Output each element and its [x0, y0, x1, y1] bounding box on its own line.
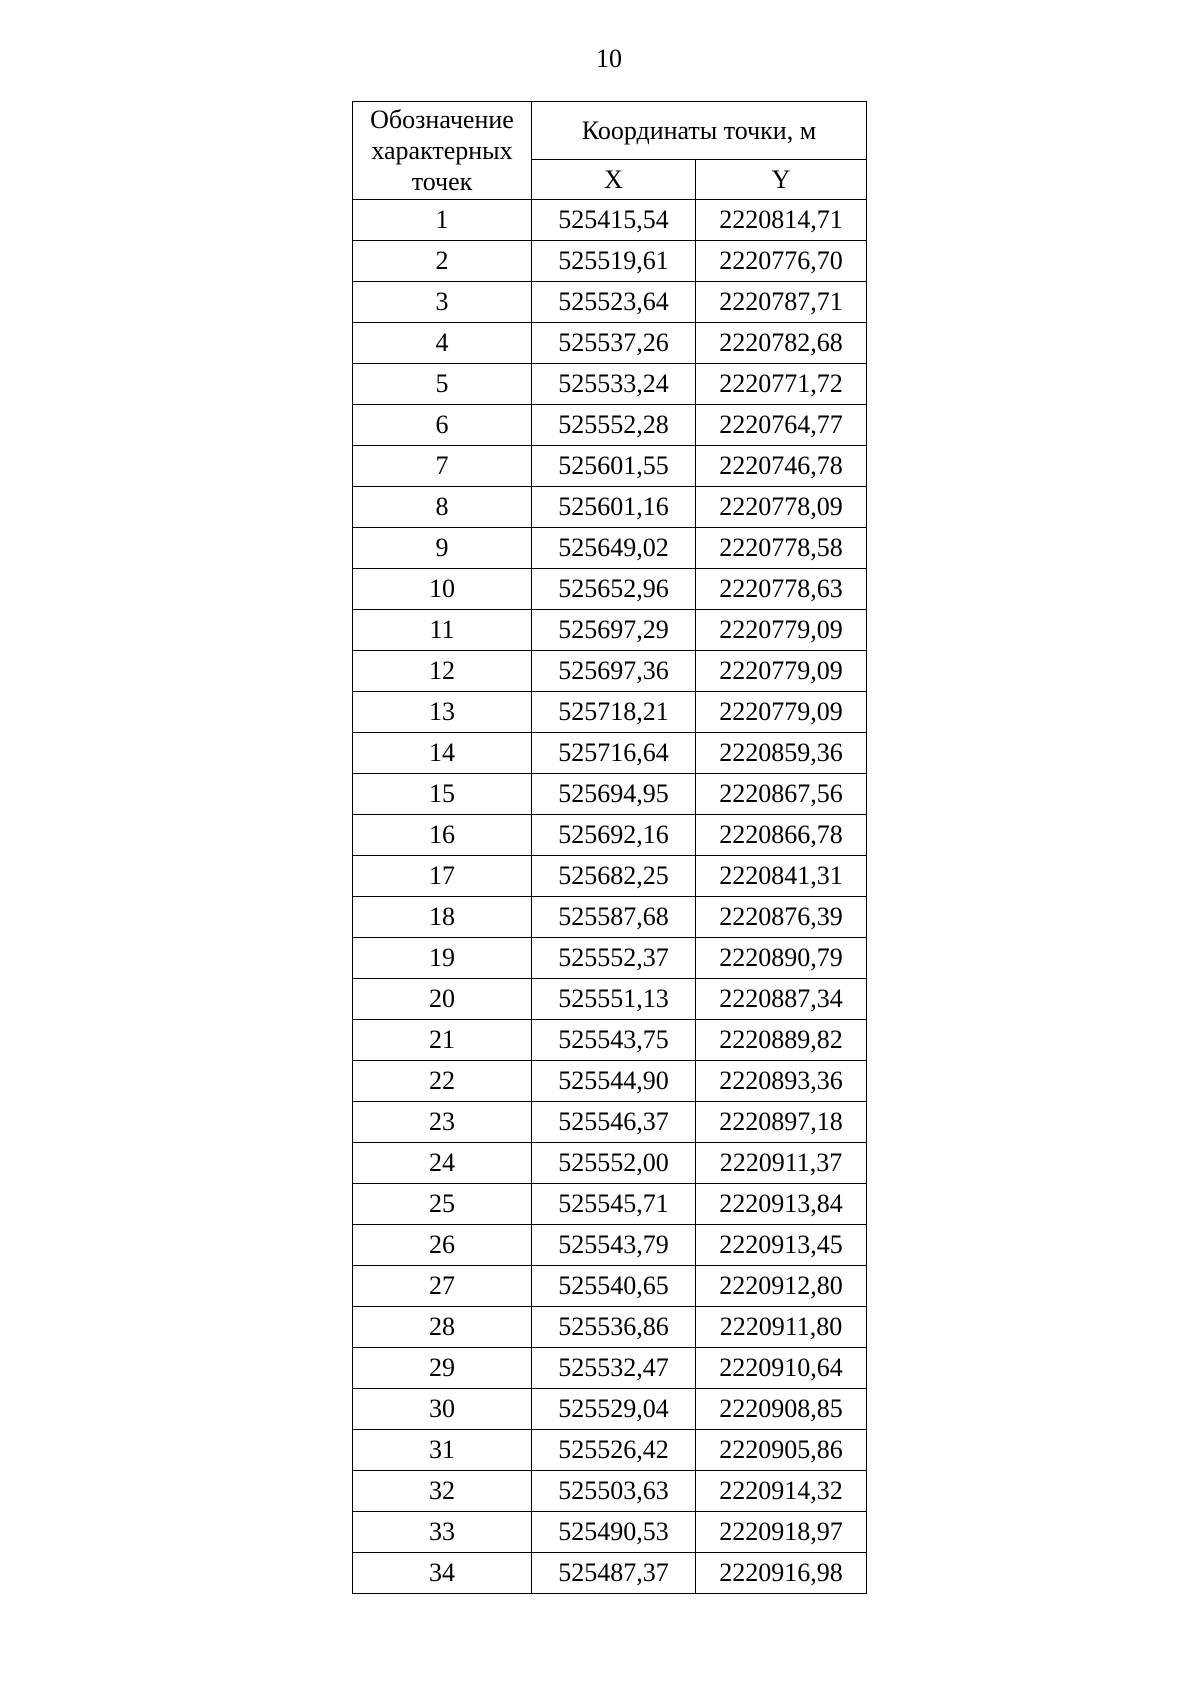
header-point-designation: Обозначение характерных точек — [353, 102, 532, 200]
table-row — [353, 364, 867, 405]
point-number-cell: 16 — [353, 815, 532, 856]
x-coordinate-cell: 525546,37 — [532, 1102, 696, 1143]
point-number-cell: 30 — [353, 1389, 532, 1430]
table-row — [353, 1102, 867, 1143]
x-coordinate-cell: 525551,13 — [532, 979, 696, 1020]
x-coordinate-cell: 525544,90 — [532, 1061, 696, 1102]
point-number-cell: 23 — [353, 1102, 532, 1143]
x-coordinate-cell: 525697,29 — [532, 610, 696, 651]
table-row — [353, 692, 867, 733]
x-coordinate-cell: 525543,79 — [532, 1225, 696, 1266]
x-coordinate-cell: 525543,75 — [532, 1020, 696, 1061]
y-coordinate-cell: 2220776,70 — [696, 241, 867, 282]
header-coordinates: Координаты точки, м — [532, 102, 867, 160]
coordinates-table — [352, 101, 867, 1594]
table-row — [353, 979, 867, 1020]
y-coordinate-cell: 2220913,45 — [696, 1225, 867, 1266]
point-number-cell: 20 — [353, 979, 532, 1020]
x-coordinate-cell: 525552,28 — [532, 405, 696, 446]
y-coordinate-cell: 2220779,09 — [696, 651, 867, 692]
table-row — [353, 610, 867, 651]
table-row — [353, 774, 867, 815]
y-coordinate-cell: 2220764,77 — [696, 405, 867, 446]
y-coordinate-cell: 2220893,36 — [696, 1061, 867, 1102]
point-number-cell: 12 — [353, 651, 532, 692]
x-coordinate-cell: 525587,68 — [532, 897, 696, 938]
point-number-cell: 3 — [353, 282, 532, 323]
table-row — [353, 897, 867, 938]
table-row — [353, 651, 867, 692]
x-coordinate-cell: 525490,53 — [532, 1512, 696, 1553]
x-coordinate-cell: 525716,64 — [532, 733, 696, 774]
x-coordinate-cell: 525545,71 — [532, 1184, 696, 1225]
point-number-cell: 10 — [353, 569, 532, 610]
point-number-cell: 15 — [353, 774, 532, 815]
x-coordinate-cell: 525718,21 — [532, 692, 696, 733]
x-coordinate-cell: 525487,37 — [532, 1553, 696, 1594]
table-row — [353, 528, 867, 569]
point-number-cell: 11 — [353, 610, 532, 651]
table-row — [353, 1184, 867, 1225]
point-number-cell: 25 — [353, 1184, 532, 1225]
y-coordinate-cell: 2220912,80 — [696, 1266, 867, 1307]
table-row — [353, 1430, 867, 1471]
x-coordinate-cell: 525529,04 — [532, 1389, 696, 1430]
x-coordinate-cell: 525503,63 — [532, 1471, 696, 1512]
x-coordinate-cell: 525415,54 — [532, 200, 696, 241]
point-number-cell: 4 — [353, 323, 532, 364]
y-coordinate-cell: 2220889,82 — [696, 1020, 867, 1061]
table-row — [353, 1061, 867, 1102]
point-number-cell: 29 — [353, 1348, 532, 1389]
point-number-cell: 27 — [353, 1266, 532, 1307]
table-row — [353, 323, 867, 364]
y-coordinate-cell: 2220887,34 — [696, 979, 867, 1020]
table-row — [353, 1143, 867, 1184]
point-number-cell: 14 — [353, 733, 532, 774]
y-coordinate-cell: 2220841,31 — [696, 856, 867, 897]
y-coordinate-cell: 2220859,36 — [696, 733, 867, 774]
point-number-cell: 1 — [353, 200, 532, 241]
x-coordinate-cell: 525552,37 — [532, 938, 696, 979]
table-row — [353, 815, 867, 856]
table-row — [353, 487, 867, 528]
table-row — [353, 1553, 867, 1594]
x-coordinate-cell: 525540,65 — [532, 1266, 696, 1307]
table-row — [353, 1512, 867, 1553]
point-number-cell: 13 — [353, 692, 532, 733]
x-coordinate-cell: 525682,25 — [532, 856, 696, 897]
y-coordinate-cell: 2220782,68 — [696, 323, 867, 364]
y-coordinate-cell: 2220916,98 — [696, 1553, 867, 1594]
x-coordinate-cell: 525526,42 — [532, 1430, 696, 1471]
table-row — [353, 1020, 867, 1061]
x-coordinate-cell: 525552,00 — [532, 1143, 696, 1184]
table-row — [353, 1307, 867, 1348]
table-row — [353, 1348, 867, 1389]
y-coordinate-cell: 2220908,85 — [696, 1389, 867, 1430]
y-coordinate-cell: 2220918,97 — [696, 1512, 867, 1553]
y-coordinate-cell: 2220911,37 — [696, 1143, 867, 1184]
point-number-cell: 17 — [353, 856, 532, 897]
point-number-cell: 5 — [353, 364, 532, 405]
table-row — [353, 733, 867, 774]
x-coordinate-cell: 525697,36 — [532, 651, 696, 692]
y-coordinate-cell: 2220778,09 — [696, 487, 867, 528]
x-coordinate-cell: 525533,24 — [532, 364, 696, 405]
y-coordinate-cell: 2220771,72 — [696, 364, 867, 405]
point-number-cell: 21 — [353, 1020, 532, 1061]
y-coordinate-cell: 2220913,84 — [696, 1184, 867, 1225]
header-x: X — [532, 160, 696, 200]
y-coordinate-cell: 2220814,71 — [696, 200, 867, 241]
point-number-cell: 32 — [353, 1471, 532, 1512]
table-row — [353, 569, 867, 610]
y-coordinate-cell: 2220897,18 — [696, 1102, 867, 1143]
point-number-cell: 9 — [353, 528, 532, 569]
table-row — [353, 241, 867, 282]
y-coordinate-cell: 2220890,79 — [696, 938, 867, 979]
point-number-cell: 22 — [353, 1061, 532, 1102]
x-coordinate-cell: 525601,55 — [532, 446, 696, 487]
y-coordinate-cell: 2220867,56 — [696, 774, 867, 815]
point-number-cell: 18 — [353, 897, 532, 938]
point-number-cell: 33 — [353, 1512, 532, 1553]
x-coordinate-cell: 525537,26 — [532, 323, 696, 364]
point-number-cell: 24 — [353, 1143, 532, 1184]
point-number-cell: 26 — [353, 1225, 532, 1266]
table-row — [353, 1225, 867, 1266]
y-coordinate-cell: 2220778,63 — [696, 569, 867, 610]
x-coordinate-cell: 525649,02 — [532, 528, 696, 569]
y-coordinate-cell: 2220779,09 — [696, 692, 867, 733]
point-number-cell: 8 — [353, 487, 532, 528]
x-coordinate-cell: 525694,95 — [532, 774, 696, 815]
x-coordinate-cell: 525519,61 — [532, 241, 696, 282]
y-coordinate-cell: 2220910,64 — [696, 1348, 867, 1389]
table-body — [353, 200, 867, 1594]
y-coordinate-cell: 2220876,39 — [696, 897, 867, 938]
table-row — [353, 938, 867, 979]
table-row — [353, 405, 867, 446]
table-row — [353, 1266, 867, 1307]
y-coordinate-cell: 2220905,86 — [696, 1430, 867, 1471]
table-row — [353, 1471, 867, 1512]
y-coordinate-cell: 2220746,78 — [696, 446, 867, 487]
page-number: 10 — [596, 44, 622, 73]
table-row — [353, 856, 867, 897]
x-coordinate-cell: 525532,47 — [532, 1348, 696, 1389]
y-coordinate-cell: 2220914,32 — [696, 1471, 867, 1512]
table-row — [353, 1389, 867, 1430]
y-coordinate-cell: 2220778,58 — [696, 528, 867, 569]
y-coordinate-cell: 2220911,80 — [696, 1307, 867, 1348]
x-coordinate-cell: 525692,16 — [532, 815, 696, 856]
point-number-cell: 34 — [353, 1553, 532, 1594]
point-number-cell: 2 — [353, 241, 532, 282]
point-number-cell: 6 — [353, 405, 532, 446]
point-number-cell: 19 — [353, 938, 532, 979]
x-coordinate-cell: 525601,16 — [532, 487, 696, 528]
x-coordinate-cell: 525536,86 — [532, 1307, 696, 1348]
y-coordinate-cell: 2220866,78 — [696, 815, 867, 856]
x-coordinate-cell: 525523,64 — [532, 282, 696, 323]
header-y: Y — [696, 160, 867, 200]
point-number-cell: 7 — [353, 446, 532, 487]
table-row — [353, 200, 867, 241]
y-coordinate-cell: 2220779,09 — [696, 610, 867, 651]
table-row — [353, 446, 867, 487]
point-number-cell: 31 — [353, 1430, 532, 1471]
y-coordinate-cell: 2220787,71 — [696, 282, 867, 323]
x-coordinate-cell: 525652,96 — [532, 569, 696, 610]
table-row — [353, 282, 867, 323]
point-number-cell: 28 — [353, 1307, 532, 1348]
